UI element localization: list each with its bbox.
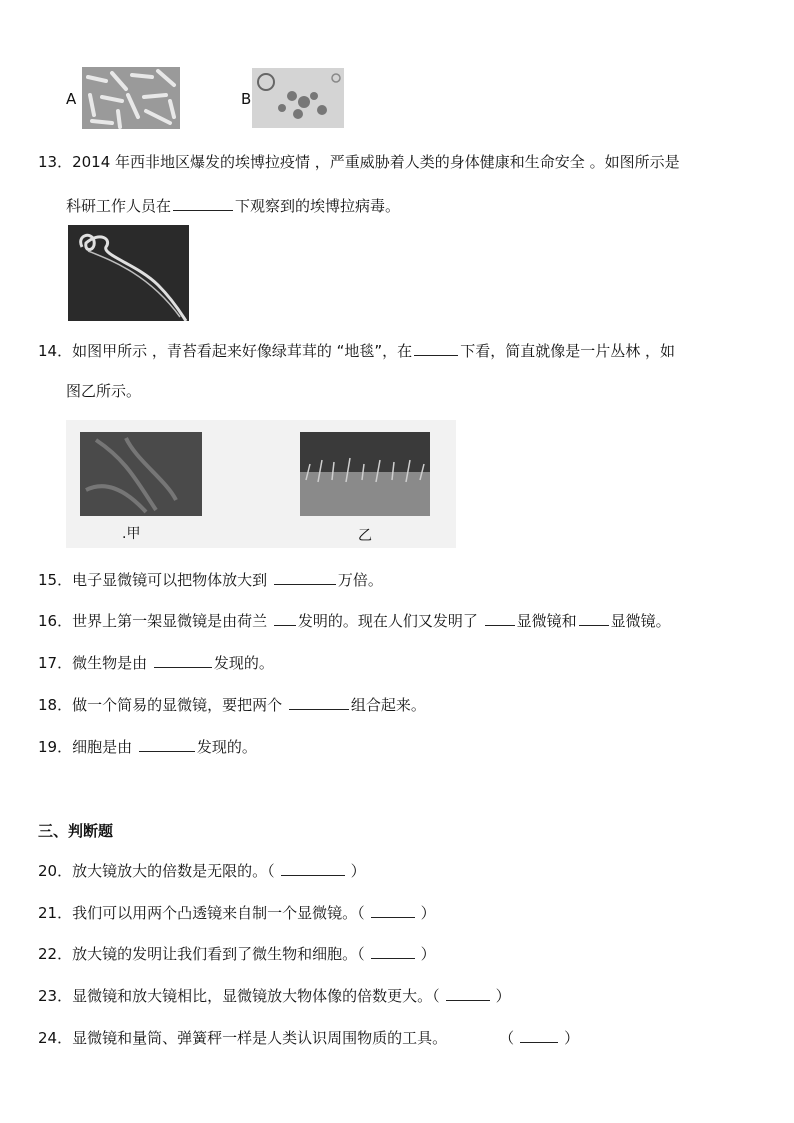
ebola-virus-image — [68, 225, 189, 321]
option-b-image — [252, 68, 344, 128]
question-14-line1: 14．如图甲所示 ，青苔看起来好像绿茸茸的 “地毯”，在 下看，简直就像是一片丛林 ，如 — [38, 342, 675, 360]
question-number: 14 — [38, 342, 58, 360]
question-number: 20 — [38, 862, 58, 880]
question-19: 19．细胞是由 发现的。 — [38, 738, 257, 756]
question-13-line1: 13．2014 年西非地区爆发的埃博拉疫情 ，严重威胁着人类的身体健康和生命安全 。如图所示是 — [38, 153, 680, 171]
answer-blank[interactable] — [371, 902, 415, 918]
question-14-line2: 图乙所示。 — [66, 382, 142, 400]
question-21: 21．我们可以用两个凸透镜来自制一个显微镜。（ ） — [38, 904, 436, 922]
question-number: 19 — [38, 738, 58, 756]
question-number: 22 — [38, 945, 58, 963]
question-number: 15 — [38, 571, 58, 589]
section-title: 三、判断题 — [38, 822, 114, 840]
answer-blank[interactable] — [446, 985, 490, 1001]
question-15: 15．电子显微镜可以把物体放大到 万倍。 — [38, 571, 383, 589]
question-number: 17 — [38, 654, 58, 672]
question-24: 24．显微镜和量筒、弹簧秤一样是人类认识周围物质的工具。 （ ） — [38, 1029, 580, 1047]
caption-yi: 乙 — [358, 528, 372, 544]
answer-blank[interactable] — [289, 694, 349, 710]
answer-blank[interactable] — [281, 860, 345, 876]
answer-blank[interactable] — [274, 610, 296, 626]
question-number: 23 — [38, 987, 58, 1005]
question-16: 16．世界上第一架显微镜是由荷兰 发明的。现在人们又发明了 显微镜和 显微镜。 — [38, 612, 671, 630]
moss-images — [66, 420, 456, 548]
answer-blank[interactable] — [139, 736, 195, 752]
question-number: 24 — [38, 1029, 58, 1047]
question-20: 20．放大镜放大的倍数是无限的。（ ） — [38, 862, 366, 880]
answer-blank[interactable] — [173, 195, 233, 211]
question-number: 18 — [38, 696, 58, 714]
question-number: 16 — [38, 612, 58, 630]
question-22: 22．放大镜的发明让我们看到了微生物和细胞。（ ） — [38, 945, 436, 963]
answer-blank[interactable] — [274, 569, 336, 585]
answer-blank[interactable] — [414, 340, 458, 356]
question-number: 21 — [38, 904, 58, 922]
option-a-image — [82, 67, 180, 129]
option-b-label: B — [241, 90, 252, 108]
question-18: 18．做一个简易的显微镜，要把两个 组合起来。 — [38, 696, 426, 714]
option-a-label: A — [66, 90, 77, 108]
question-17: 17．微生物是由 发现的。 — [38, 654, 274, 672]
answer-blank[interactable] — [371, 943, 415, 959]
caption-jia: .甲 — [122, 526, 141, 542]
question-13-line2: 科研工作人员在 下观察到的埃博拉病毒。 — [66, 197, 401, 215]
question-23: 23．显微镜和放大镜相比，显微镜放大物体像的倍数更大。（ ） — [38, 987, 511, 1005]
answer-blank[interactable] — [520, 1027, 558, 1043]
answer-blank[interactable] — [154, 652, 212, 668]
answer-blank[interactable] — [485, 610, 515, 626]
answer-blank[interactable] — [579, 610, 609, 626]
question-number: 13 — [38, 153, 58, 171]
